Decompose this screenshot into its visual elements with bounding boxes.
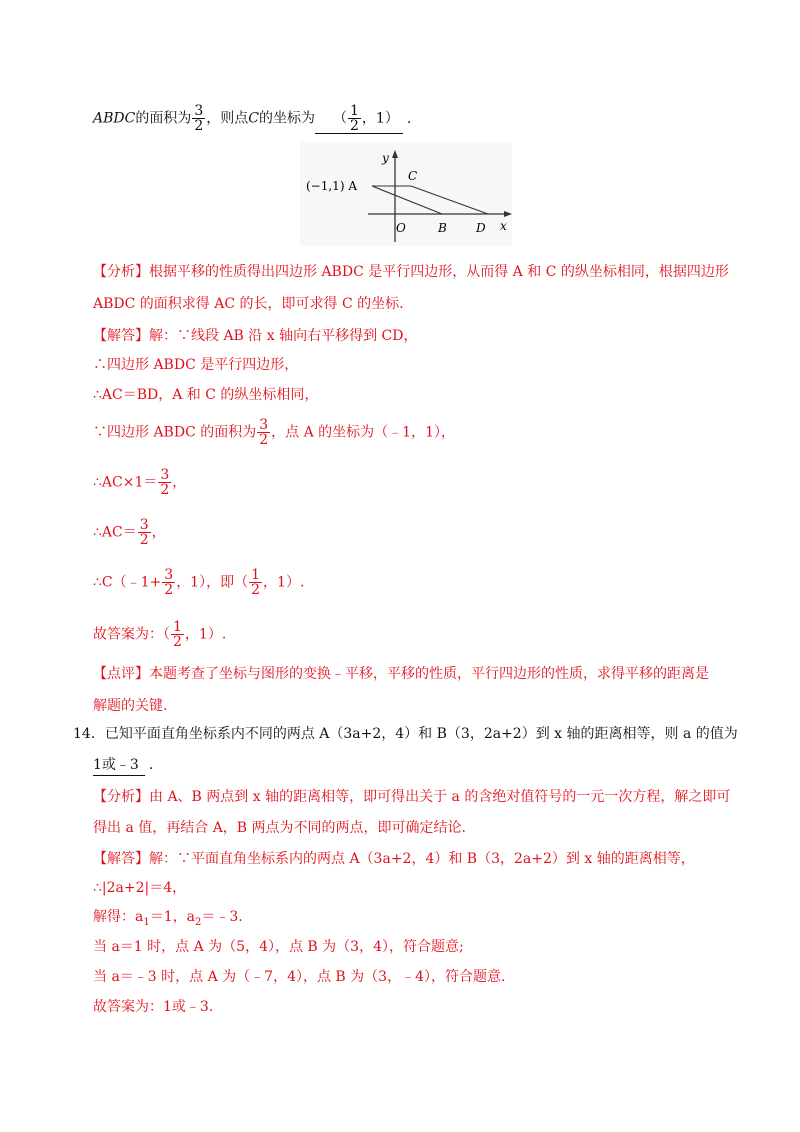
text: ＝﹣3. <box>201 909 243 925</box>
text: ，则点 <box>206 110 249 127</box>
denominator: 2 <box>349 118 359 134</box>
x-label: x <box>500 219 507 233</box>
text: ∴C（﹣1+ <box>93 574 162 591</box>
q13-solution-1: 【解答】解：∵线段 AB 沿 x 轴向右平移得到 CD， <box>93 328 418 344</box>
denominator: 2 <box>259 432 269 448</box>
q13-analysis-2: ABDC 的面积求得 AC 的长，即可求得 C 的坐标. <box>93 296 404 312</box>
q14-analysis-1: 【分析】由 A、B 两点到 x 轴的距离相等，即可得出关于 a 的含绝对值符号的一元一次方程，解之即可 <box>93 789 731 805</box>
coordinate-figure <box>300 142 512 246</box>
fraction <box>158 468 171 497</box>
text: ，1） <box>361 110 399 127</box>
fraction <box>348 104 361 133</box>
answer-blank: 1或﹣3 <box>93 755 145 776</box>
y-label: y <box>382 151 389 165</box>
q14-question: 14．已知平面直角坐标系内不同的两点 A（3a+2，4）和 B（3，2a+2）到 x 轴的距离相等，则 a 的值为 <box>73 726 738 742</box>
text: 故答案为：（ <box>93 626 170 643</box>
q14-solution-2: ∴|2a+2|＝4， <box>93 880 187 896</box>
q14-solution-5: 当 a＝﹣3 时，点 A 为（﹣7，4），点 B 为（3，﹣4），符合题意. <box>93 969 506 985</box>
point-c-label: C <box>408 169 418 183</box>
numerator: 3 <box>259 417 269 433</box>
q14-solution-4: 当 a＝1 时，点 A 为（5，4），点 B 为（3，4），符合题意; <box>93 939 464 955</box>
text: . <box>148 757 154 773</box>
text: ∵四边形 ABDC 的面积为 <box>93 424 257 441</box>
denominator: 2 <box>251 582 261 598</box>
q14-solution-6: 故答案为：1或﹣3. <box>93 999 214 1015</box>
q14-analysis-2: 得出 a 值，再结合 A，B 两点为不同的两点，即可确定结论. <box>93 820 466 836</box>
fraction <box>162 568 175 597</box>
fraction <box>138 518 151 547</box>
q13-comment-2: 解题的关键. <box>93 698 168 714</box>
quad-name: ABDC <box>93 110 136 127</box>
numerator: 3 <box>194 103 204 119</box>
fraction <box>192 104 205 133</box>
q13-solution-6 <box>93 518 166 547</box>
subscript: 1 <box>143 916 150 928</box>
numerator: 3 <box>164 567 174 583</box>
text: ， <box>172 474 187 491</box>
text: ＝1，a <box>149 909 195 925</box>
text: 的面积为 <box>135 110 192 127</box>
point-a-label: (−1,1) A <box>306 179 357 193</box>
fraction <box>171 620 184 649</box>
numerator: 1 <box>251 567 261 583</box>
numerator: 3 <box>139 517 149 533</box>
point-o-label: O <box>396 221 406 235</box>
fraction <box>257 418 270 447</box>
fraction <box>249 568 262 597</box>
text: . <box>406 110 412 127</box>
q13-solution-4 <box>93 418 455 447</box>
text: ∴AC×1＝ <box>93 474 158 491</box>
q14-answer-line <box>93 755 153 776</box>
q14-solution-3 <box>93 907 243 933</box>
q13-answer <box>93 620 226 649</box>
paren: （ <box>332 110 347 127</box>
q13-solution-2: ∴四边形 ABDC 是平行四边形， <box>93 357 299 373</box>
q13-solution-5 <box>93 468 186 497</box>
text: ∴AC＝ <box>93 524 137 541</box>
denominator: 2 <box>160 482 170 498</box>
text: ，1），即（ <box>176 574 249 591</box>
text: ，1）. <box>263 574 305 591</box>
answer-blank <box>315 104 403 134</box>
text: ，1）. <box>184 626 227 643</box>
var: C <box>248 110 259 127</box>
q13-solution-7 <box>93 568 304 597</box>
denominator: 2 <box>194 118 204 134</box>
numerator: 3 <box>160 467 170 483</box>
numerator: 1 <box>349 103 359 119</box>
text: 解得：a <box>93 909 144 925</box>
denominator: 2 <box>173 634 182 650</box>
q13-solution-3: ∴AC＝BD，A 和 C 的纵坐标相同， <box>93 387 319 403</box>
q13-comment-1: 【点评】本题考查了坐标与图形的变换﹣平移，平移的性质，平行四边形的性质，求得平移的距离是 <box>93 666 709 682</box>
q14-solution-1: 【解答】解：∵平面直角坐标系内的两点 A（3a+2，4）和 B（3，2a+2）到 x 轴的距离相等， <box>93 851 695 867</box>
q13-analysis-1: 【分析】根据平移的性质得出四边形 ABDC 是平行四边形，从而得 A 和 C 的纵坐标相同，根据四边形 <box>93 264 729 280</box>
subscript: 2 <box>195 916 202 928</box>
text: 的坐标为 <box>258 110 315 127</box>
denominator: 2 <box>139 532 149 548</box>
question-13-tail <box>93 104 411 134</box>
point-b-label: B <box>438 221 447 235</box>
text: ，点 A 的坐标为（﹣1，1）， <box>271 424 455 441</box>
point-d-label: D <box>476 221 486 235</box>
numerator: 1 <box>173 619 182 635</box>
text: ， <box>151 524 166 541</box>
denominator: 2 <box>164 582 174 598</box>
